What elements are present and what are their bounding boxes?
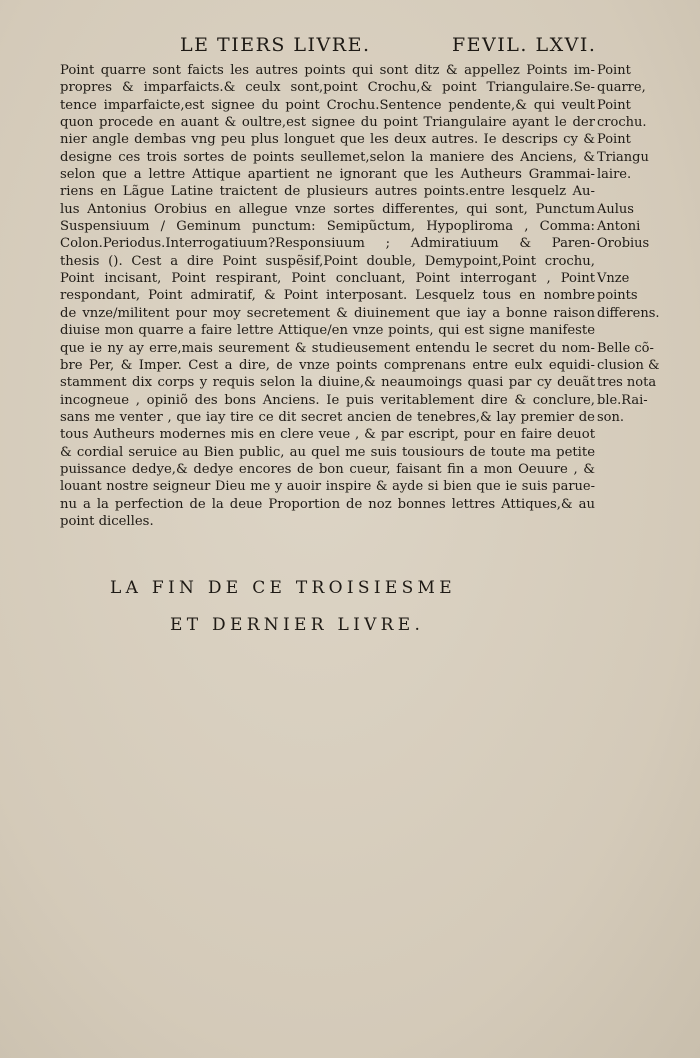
- margin-note-line: [597, 322, 697, 339]
- text-line: de vnze/militent pour moy secretement & diuinement que iay a bonne raison: [60, 305, 595, 321]
- margin-note-line: points: [597, 288, 638, 304]
- text-line: puissance dedye,& dedye encores de bon cueur, faisant fin a mon Oeuure , &: [60, 461, 595, 477]
- margin-note-line: Vnze: [597, 271, 630, 287]
- margin-note-line: son.: [597, 409, 625, 425]
- text-line: designe ces trois sortes de points seullemet,selon la maniere des Anciens, &: [60, 149, 595, 165]
- text-line: louant nostre seigneur Dieu me y auoir inspire & ayde si bien que ie suis parue-: [60, 479, 595, 495]
- text-line: & cordial seruice au Bien public, au quel me suis tousiours de toute ma petite: [60, 444, 595, 460]
- margin-note-line: Point: [597, 63, 631, 78]
- margin-note-line: ble.Rai-: [597, 392, 648, 408]
- text-line: Colon.Periodus.Interrogatiuum?Responsiuum ; Admiratiuum & Paren-: [60, 236, 595, 252]
- text-line: nu a la perfection de la deue Proportion de noz bonnes lettres Attiques,& au: [60, 496, 595, 512]
- margin-note-line: laire.: [597, 167, 632, 183]
- margin-note-line: tres nota: [597, 375, 657, 391]
- folio-number: FEVIL. LXVI.: [452, 34, 597, 56]
- margin-note-line: Triangu: [597, 149, 649, 165]
- text-line: Point incisant, Point respirant, Point concluant, Point interrogant , Point: [60, 271, 595, 287]
- text-line: Suspensiuum / Geminum punctum: Semipũctum, Hypopliroma , Comma:: [60, 219, 595, 235]
- text-line: tous Autheurs modernes mis en clere veue , & par escript, pour en faire deuot: [60, 427, 595, 443]
- margin-note-line: differens.: [597, 305, 660, 321]
- margin-note-line: Belle cõ-: [597, 340, 654, 356]
- text-line: point dicelles.: [60, 513, 154, 529]
- text-line: bre Per, & Imper. Cest a dire, de vnze points comprenans entre eulx equidi-: [60, 357, 595, 373]
- text-line: lus Antonius Orobius en allegue vnze sortes differentes, qui sont, Punctum: [60, 201, 595, 217]
- text-line: diuise mon quarre a faire lettre Attique/en vnze points, qui est signe manifeste: [60, 323, 595, 339]
- text-line: sans me venter , que iay tire ce dit secret ancien de tenebres,& lay premier de: [60, 409, 595, 425]
- margin-note-line: Point: [597, 132, 631, 148]
- margin-note-line: quarre,: [597, 80, 646, 96]
- margin-note-line: [597, 183, 697, 200]
- margin-note-line: Orobius: [597, 236, 650, 252]
- text-line: respondant, Point admiratif, & Point interposant. Lesquelz tous en nombre: [60, 288, 595, 304]
- text-line: selon que a lettre Attique apartient ne ignorant que les Autheurs Grammai-: [60, 167, 595, 183]
- text-line: Point quarre sont faicts les autres points qui sont ditz & appellez Points im-: [60, 63, 595, 78]
- text-line: quon procede en auant & oultre,est signee du point Triangulaire ayant le der: [60, 115, 595, 131]
- margin-note-line: clusion &: [597, 357, 660, 373]
- running-head-title: LE TIERS LIVRE.: [180, 34, 371, 56]
- text-line: que ie ny ay erre,mais seurement & studieusement entendu le secret du nom-: [60, 340, 595, 356]
- text-line: propres & imparfaicts.& ceulx sont,point Crochu,& point Triangulaire.Se-: [60, 80, 595, 96]
- text-line: thesis (). Cest a dire Point suspẽsif,Point double, Demypoint,Point crochu,: [60, 253, 595, 269]
- text-line: riens en Lãgue Latine traictent de plusieurs autres points.entre lesquelz Au-: [60, 184, 595, 200]
- margin-note-line: [597, 253, 697, 270]
- text-line: tence imparfaicte,est signee du point Crochu.Sentence pendente,& qui veult: [60, 97, 595, 113]
- margin-note-line: Antoni: [597, 219, 641, 235]
- text-line: nier angle dembas vng peu plus longuet que les deux autres. Ie descrips cy &: [60, 132, 595, 148]
- colophon-line-1: LA FIN DE CE TROISIESME: [110, 578, 456, 598]
- text-line: incogneue , opiniõ des bons Anciens. Ie puis veritablement dire & conclure,: [60, 392, 595, 408]
- colophon-line-2: ET DERNIER LIVRE.: [170, 615, 425, 635]
- body-text: [60, 62, 595, 530]
- margin-note-line: crochu.: [597, 115, 647, 131]
- margin-note-line: Point: [597, 97, 631, 113]
- text-line: stamment dix corps y requis selon la diuine,& neaumoings quasi par cy deuãt: [60, 375, 595, 391]
- margin-note-line: Aulus: [597, 201, 634, 217]
- margin-notes: [597, 62, 697, 426]
